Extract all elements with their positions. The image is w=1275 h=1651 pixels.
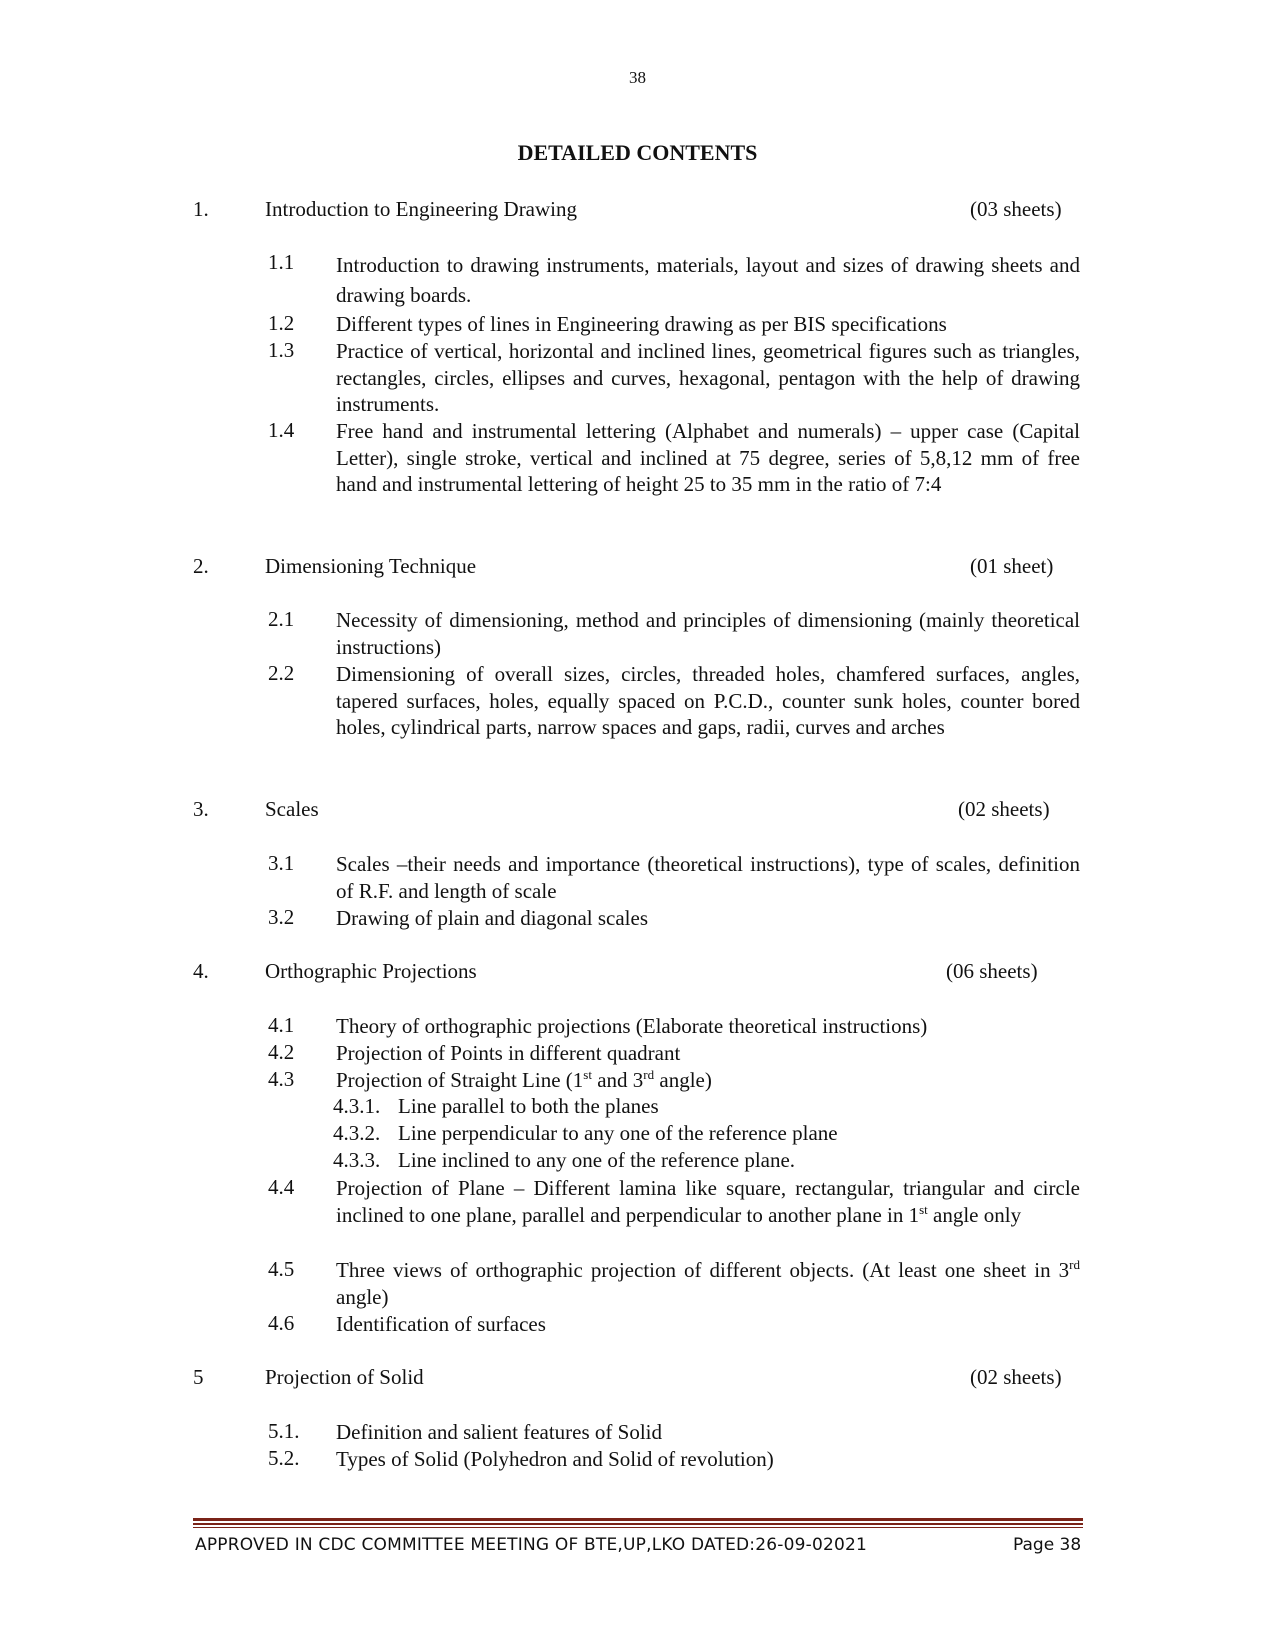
item-text: Dimensioning of overall sizes, circles, threaded holes, chamfered surfaces, angles, tapered surfaces, holes, equally spaced on P.C.D., counter sunk holes, counter bored holes, cylindrical parts, narrow spaces and gaps, radii, curves and arches	[336, 662, 1080, 739]
item-text: Projection of Straight Line (1st and 3rd angle)	[336, 1067, 712, 1092]
item-number: 3.1	[268, 851, 295, 875]
item-text: Necessity of dimensioning, method and principles of dimensioning (mainly theoretical instructions)	[336, 608, 1080, 659]
item-text: Three views of orthographic projection of different objects. (At least one sheet in 3rd angle)	[336, 1257, 1080, 1309]
item-text: Scales –their needs and importance (theoretical instructions), type of scales, definition of R.F. and length of scale	[336, 852, 1080, 903]
section-sheets: (01 sheet)	[970, 554, 1054, 578]
footer-divider	[193, 1527, 1083, 1528]
item-text: Different types of lines in Engineering drawing as per BIS specifications	[336, 312, 947, 336]
section-number: 5	[193, 1365, 204, 1389]
item-text: Theory of orthographic projections (Elaborate theoretical instructions)	[336, 1014, 928, 1038]
section-title: Introduction to Engineering Drawing	[265, 197, 578, 221]
section-title: Scales	[265, 797, 319, 821]
item-text: Projection of Points in different quadrant	[336, 1041, 681, 1065]
item-text: Free hand and instrumental lettering (Alphabet and numerals) – upper case (Capital Letter), single stroke, vertical and inclined at 75 degree, series of 5,8,12 mm of free hand and instrumental lettering of height 25 to 35 mm in the ratio of 7:4	[336, 419, 1080, 496]
subitem-text: Line parallel to both the planes	[398, 1094, 659, 1118]
item-number: 2.2	[268, 661, 295, 685]
item-text: Identification of surfaces	[336, 1312, 546, 1336]
section-sheets: (03 sheets)	[970, 197, 1062, 221]
footer-approval-text: APPROVED IN CDC COMMITTEE MEETING OF BTE,UP,LKO DATED:26-09-02021	[195, 1535, 868, 1555]
section-title: Dimensioning Technique	[265, 554, 477, 578]
footer-divider	[193, 1523, 1083, 1525]
item-text: Practice of vertical, horizontal and inclined lines, geometrical figures such as triangles, rectangles, circles, ellipses and curves, hexagonal, pentagon with the help of drawing instruments.	[336, 339, 1080, 416]
section-sheets: (02 sheets)	[970, 1365, 1062, 1389]
subitem-text: Line perpendicular to any one of the reference plane	[398, 1121, 838, 1145]
item-number: 2.1	[268, 607, 295, 631]
subitem-number: 4.3.1.	[333, 1094, 381, 1118]
item-number: 1.4	[268, 418, 295, 442]
item-text: Projection of Plane – Different lamina like square, rectangular, triangular and circle inclined to one plane, parallel and perpendicular to another plane in 1st angle only	[336, 1176, 1080, 1227]
section-number: 3.	[193, 797, 209, 821]
item-text: Types of Solid (Polyhedron and Solid of revolution)	[336, 1447, 774, 1471]
section-title: Projection of Solid	[265, 1365, 424, 1389]
item-number: 1.1	[268, 250, 295, 274]
subitem-number: 4.3.3.	[333, 1148, 381, 1172]
item-text: Introduction to drawing instruments, materials, layout and sizes of drawing sheets and drawing boards.	[336, 253, 1080, 307]
item-number: 3.2	[268, 905, 295, 929]
subitem-number: 4.3.2.	[333, 1121, 381, 1145]
item-number: 4.5	[268, 1257, 295, 1281]
section-number: 2.	[193, 554, 209, 578]
subitem-text: Line inclined to any one of the reference plane.	[398, 1148, 796, 1172]
page-title: DETAILED CONTENTS	[517, 140, 758, 165]
footer-divider	[193, 1518, 1083, 1521]
item-text: Drawing of plain and diagonal scales	[336, 906, 648, 930]
footer-page-label: Page 38	[1013, 1535, 1082, 1555]
section-number: 4.	[193, 959, 209, 983]
item-number: 1.2	[268, 311, 295, 335]
item-number: 5.1.	[268, 1419, 300, 1443]
item-number: 1.3	[268, 338, 295, 362]
section-sheets: (02 sheets)	[958, 797, 1050, 821]
item-number: 4.6	[268, 1311, 295, 1335]
section-sheets: (06 sheets)	[946, 959, 1038, 983]
item-text: Definition and salient features of Solid	[336, 1420, 663, 1444]
section-number: 1.	[193, 197, 209, 221]
item-number: 4.3	[268, 1067, 295, 1091]
item-number: 5.2.	[268, 1446, 300, 1470]
item-number: 4.2	[268, 1040, 295, 1064]
section-title: Orthographic Projections	[265, 959, 477, 983]
page-number: 38	[629, 68, 646, 87]
item-number: 4.1	[268, 1013, 295, 1037]
item-number: 4.4	[268, 1175, 295, 1199]
